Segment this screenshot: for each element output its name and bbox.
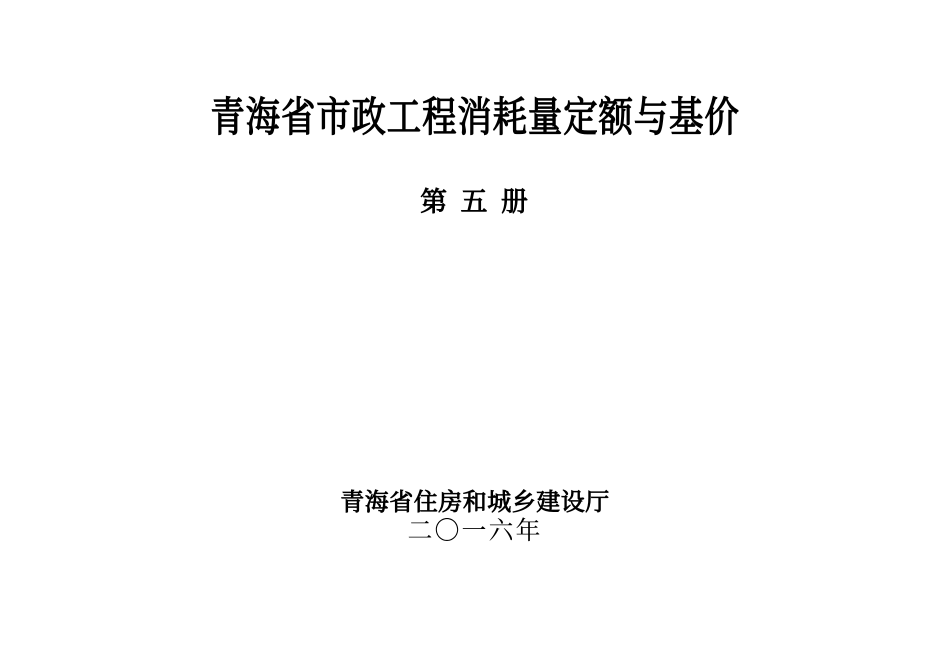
year-line: 二〇一六年 [407,516,543,545]
document-title: 青海省市政工程消耗量定额与基价 [210,93,740,141]
publisher-line: 青海省住房和城乡建设厅 [340,487,610,516]
imprint-block [0,487,950,545]
volume-subtitle: 第 五 册 [420,187,530,218]
